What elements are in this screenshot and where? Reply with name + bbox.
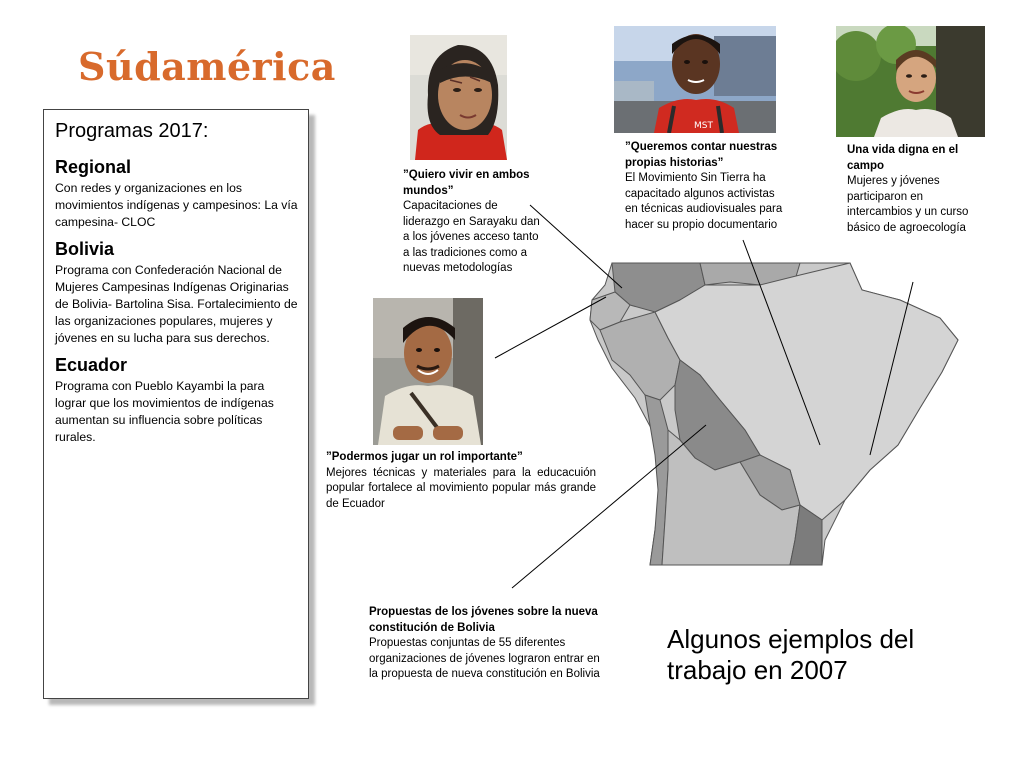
caption-campo-title: Una vida digna en el campo xyxy=(847,144,959,172)
photo-smiling-man xyxy=(373,298,483,445)
caption-mst-title: ”Queremos contar nuestras propias historias” xyxy=(625,141,778,169)
section-body-bolivia: Programa con Confederación Nacional de Mujeres Campesinas Indígenas Originarias de Bolivia- Bartolina Sisa. Fortalecimiento de las organizaciones populares, mujeres y jóvenes en su lucha para sus derechos. xyxy=(55,263,298,345)
caption-mst-body: El Movimiento Sin Tierra ha capacitado algunos activistas en técnicas audiovisuales para hacer su propio documentario xyxy=(625,172,783,231)
caption-campo-body: Mujeres y jóvenes participaron en intercambios y un curso básico de agroecología xyxy=(847,175,969,234)
caption-ecuador-body: Mejores técnicas y materiales para la educacuión popular fortalece al movimiento popular más grande de Ecuador xyxy=(326,466,596,510)
caption-sarayaku-body: Capacitaciones de liderazgo en Sarayaku dan a los jóvenes acceso tanto a las tradiciones como a nuevas metodologías xyxy=(403,200,540,274)
caption-mst xyxy=(625,140,790,233)
photo-woman-field xyxy=(836,26,985,137)
section-body-regional: Con redes y organizaciones en los movimientos indígenas y campesinos: La vía campesina- CLOC xyxy=(55,181,298,229)
caption-ecuador xyxy=(326,450,596,512)
caption-sarayaku xyxy=(403,168,543,277)
summary-text: Algunos ejemplos del trabajo en 2007 xyxy=(667,624,915,685)
photo-young-woman xyxy=(410,35,507,160)
section-title-regional: Regional xyxy=(55,157,132,177)
photo-woman-red-shirt xyxy=(614,26,776,133)
section-title-bolivia: Bolivia xyxy=(55,239,115,259)
caption-bolivia-body: Propuestas conjuntas de 55 diferentes organizaciones de jóvenes lograron entrar en la propuesta de nueva constitución en Bolivia xyxy=(369,637,600,680)
svg-text:MST: MST xyxy=(694,121,713,131)
connector-line-ecuador xyxy=(495,297,606,358)
caption-sarayaku-title: ”Quiero vivir en ambos mundos” xyxy=(403,169,530,197)
caption-campo xyxy=(847,143,982,236)
page-title: Súdamérica xyxy=(78,44,336,89)
caption-ecuador-title: ”Podermos jugar un rol importante” xyxy=(326,451,523,463)
connector-line-sarayaku xyxy=(530,205,622,288)
caption-bolivia-title: Propuestas de los jóvenes sobre la nueva constitución de Bolivia xyxy=(369,606,598,634)
caption-bolivia xyxy=(369,605,609,683)
section-body-ecuador: Programa con Pueblo Kayambi la para lograr que los movimientos de indígenas aumentan su influencia sobre políticas rurales. xyxy=(55,379,274,444)
programs-heading: Programas 2017: xyxy=(55,120,209,142)
section-title-ecuador: Ecuador xyxy=(55,355,128,375)
